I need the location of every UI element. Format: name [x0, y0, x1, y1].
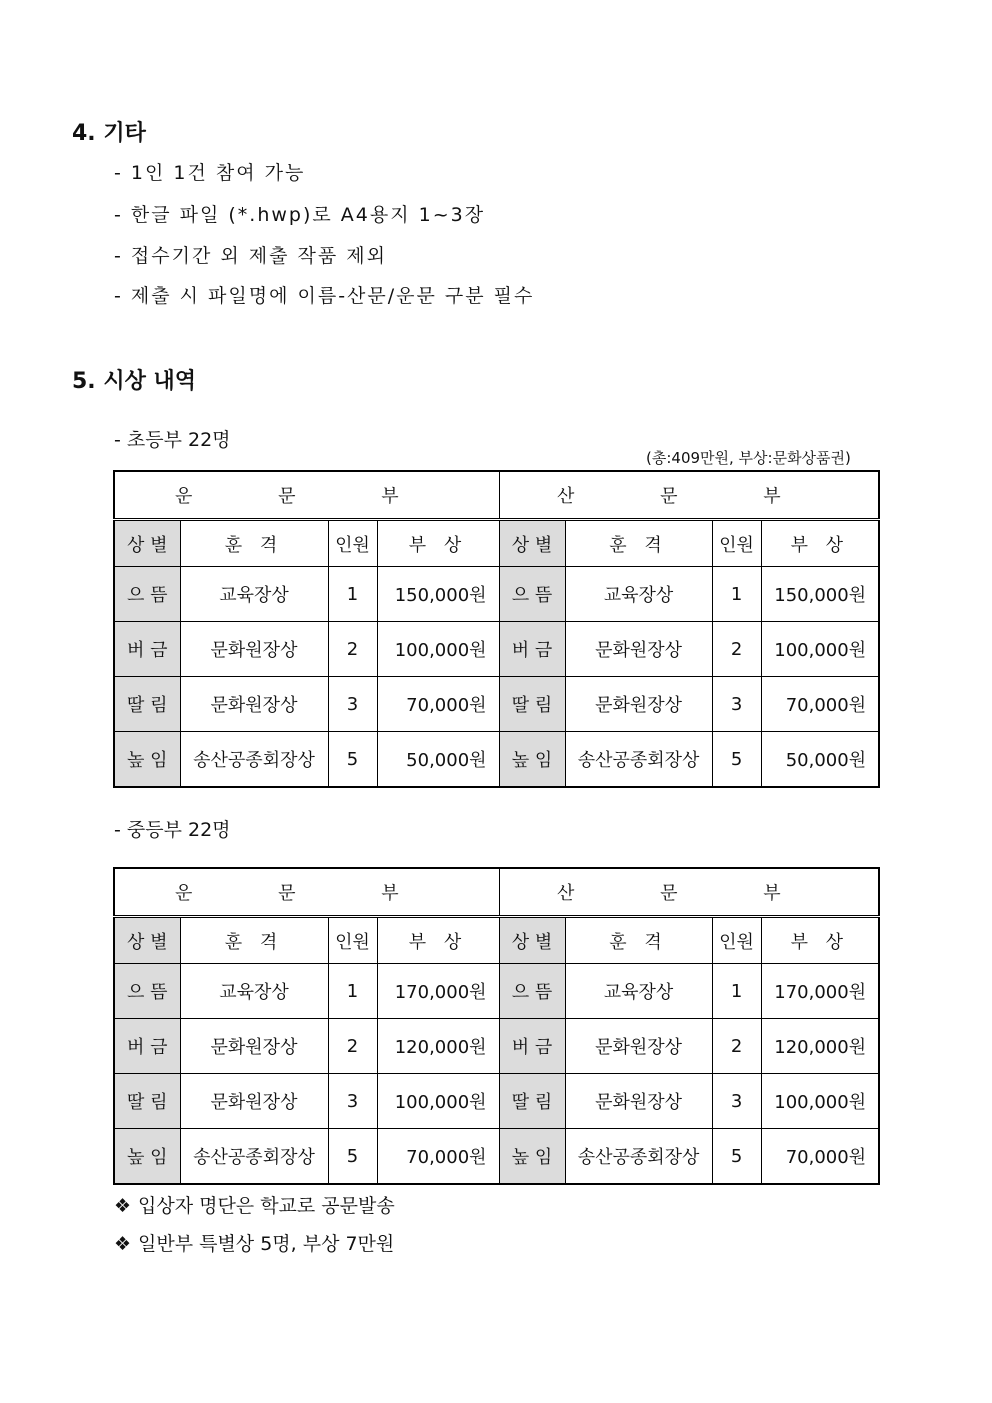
- col-header-prize: 부 상: [377, 520, 499, 567]
- prize-cell: 120,000원: [761, 1019, 879, 1074]
- count-cell: 5: [712, 1129, 761, 1185]
- count-cell: 2: [712, 622, 761, 677]
- list-item: - 제출 시 파일명에 이름-산문/운문 구분 필수: [114, 285, 535, 307]
- count-cell: 2: [712, 1019, 761, 1074]
- rank-cell: 버 금: [114, 1019, 180, 1074]
- count-cell: 3: [328, 677, 377, 732]
- count-cell: 5: [712, 732, 761, 788]
- table-row: [114, 1019, 879, 1074]
- group-header-prose: 산 문 부: [499, 471, 879, 520]
- rank-cell: 높 임: [499, 732, 565, 788]
- count-cell: 2: [328, 1019, 377, 1074]
- table-row: [114, 732, 879, 788]
- table-row: [114, 677, 879, 732]
- count-cell: 3: [712, 677, 761, 732]
- col-header-rank: 상 별: [499, 917, 565, 964]
- col-header-rank: 상 별: [114, 520, 180, 567]
- rank-cell: 으 뜸: [499, 567, 565, 622]
- count-cell: 1: [328, 964, 377, 1019]
- count-cell: 3: [328, 1074, 377, 1129]
- col-header-rank: 상 별: [499, 520, 565, 567]
- prize-cell: 70,000원: [761, 1129, 879, 1185]
- col-header-prize: 부 상: [761, 520, 879, 567]
- count-cell: 1: [328, 567, 377, 622]
- title-cell: 문화원장상: [565, 1019, 712, 1074]
- col-header-count: 인원: [712, 520, 761, 567]
- rank-cell: 딸 림: [114, 677, 180, 732]
- prize-cell: 70,000원: [377, 1129, 499, 1185]
- title-cell: 문화원장상: [180, 677, 328, 732]
- col-header-count: 인원: [328, 917, 377, 964]
- count-cell: 1: [712, 964, 761, 1019]
- title-cell: 송산공종회장상: [180, 732, 328, 788]
- title-cell: 교육장상: [180, 567, 328, 622]
- col-header-title: 훈 격: [565, 917, 712, 964]
- middle-label: - 중등부 22명: [114, 819, 231, 841]
- prize-cell: 70,000원: [761, 677, 879, 732]
- prize-cell: 170,000원: [761, 964, 879, 1019]
- title-cell: 문화원장상: [180, 1074, 328, 1129]
- rank-cell: 버 금: [499, 622, 565, 677]
- middle-award-table: [113, 867, 880, 1185]
- count-cell: 2: [328, 622, 377, 677]
- table-row: [114, 1129, 879, 1185]
- title-cell: 문화원장상: [565, 677, 712, 732]
- title-cell: 송산공종회장상: [565, 732, 712, 788]
- section-4-title: 4. 기타: [72, 121, 146, 146]
- rank-cell: 딸 림: [499, 677, 565, 732]
- group-header-verse: 운 문 부: [114, 471, 499, 520]
- prize-cell: 150,000원: [761, 567, 879, 622]
- footnote-text: 입상자 명단은 학교로 공문발송: [138, 1195, 395, 1217]
- count-cell: 1: [712, 567, 761, 622]
- footnote: [114, 1229, 394, 1256]
- col-header-count: 인원: [712, 917, 761, 964]
- rank-cell: 딸 림: [114, 1074, 180, 1129]
- prize-cell: 70,000원: [377, 677, 499, 732]
- rank-cell: 버 금: [114, 622, 180, 677]
- list-item: - 한글 파일 (*.hwp)로 A4용지 1~3장: [114, 204, 486, 226]
- prize-cell: 50,000원: [377, 732, 499, 788]
- prize-cell: 100,000원: [761, 1074, 879, 1129]
- count-cell: 5: [328, 1129, 377, 1185]
- title-cell: 교육장상: [180, 964, 328, 1019]
- col-header-prize: 부 상: [761, 917, 879, 964]
- section-5-title: 5. 시상 내역: [72, 369, 196, 394]
- title-cell: 교육장상: [565, 964, 712, 1019]
- rank-cell: 버 금: [499, 1019, 565, 1074]
- title-cell: 문화원장상: [565, 622, 712, 677]
- prize-cell: 50,000원: [761, 732, 879, 788]
- rank-cell: 높 임: [114, 1129, 180, 1185]
- count-cell: 3: [712, 1074, 761, 1129]
- table-row: [114, 964, 879, 1019]
- prize-cell: 100,000원: [761, 622, 879, 677]
- rank-cell: 으 뜸: [114, 567, 180, 622]
- diamond-bullet-icon: ❖: [114, 1233, 132, 1255]
- rank-cell: 높 임: [114, 732, 180, 788]
- group-header-verse: 운 문 부: [114, 868, 499, 917]
- col-header-count: 인원: [328, 520, 377, 567]
- prize-cell: 170,000원: [377, 964, 499, 1019]
- list-item: - 접수기간 외 제출 작품 제외: [114, 245, 387, 267]
- footnote-text: 일반부 특별상 5명, 부상 7만원: [138, 1233, 395, 1255]
- col-header-title: 훈 격: [565, 520, 712, 567]
- title-cell: 문화원장상: [180, 622, 328, 677]
- rank-cell: 딸 림: [499, 1074, 565, 1129]
- footnote: [114, 1191, 395, 1218]
- group-header-prose: 산 문 부: [499, 868, 879, 917]
- prize-cell: 100,000원: [377, 622, 499, 677]
- rank-cell: 으 뜸: [499, 964, 565, 1019]
- col-header-title: 훈 격: [180, 520, 328, 567]
- title-cell: 교육장상: [565, 567, 712, 622]
- col-header-title: 훈 격: [180, 917, 328, 964]
- rank-cell: 높 임: [499, 1129, 565, 1185]
- table-row: [114, 1074, 879, 1129]
- elementary-award-table: [113, 470, 880, 788]
- prize-cell: 120,000원: [377, 1019, 499, 1074]
- title-cell: 송산공종회장상: [565, 1129, 712, 1185]
- title-cell: 문화원장상: [180, 1019, 328, 1074]
- elementary-prize-note: (총:409만원, 부상:문화상품권): [646, 449, 851, 467]
- rank-cell: 으 뜸: [114, 964, 180, 1019]
- count-cell: 5: [328, 732, 377, 788]
- col-header-rank: 상 별: [114, 917, 180, 964]
- table-row: [114, 567, 879, 622]
- list-item: - 1인 1건 참여 가능: [114, 162, 306, 184]
- prize-cell: 150,000원: [377, 567, 499, 622]
- col-header-prize: 부 상: [377, 917, 499, 964]
- elementary-label: - 초등부 22명: [114, 429, 231, 451]
- title-cell: 문화원장상: [565, 1074, 712, 1129]
- table-row: [114, 622, 879, 677]
- title-cell: 송산공종회장상: [180, 1129, 328, 1185]
- diamond-bullet-icon: ❖: [114, 1195, 132, 1217]
- prize-cell: 100,000원: [377, 1074, 499, 1129]
